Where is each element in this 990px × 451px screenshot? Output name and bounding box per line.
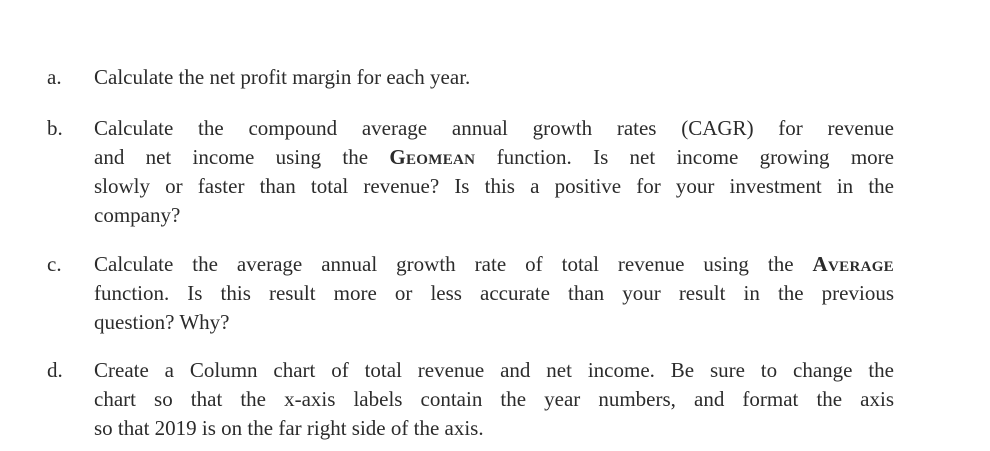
question-a-text [94,63,894,92]
question-d-line-3 [94,414,894,443]
question-d-line-1 [94,356,894,385]
question-b-line-1-text: Calculate the compound average annual growth rates (CAGR) for revenue [94,116,894,140]
question-c-line-2-text: function. Is this result more or less accurate than your result in the previous [94,281,894,305]
question-d-letter: d. [47,358,63,382]
question-b-line-4-text: company? [94,203,181,227]
question-a-line-1 [94,63,894,92]
question-b-line-2-text-start: and net income using the [94,145,390,169]
question-c-line-2 [94,279,894,308]
question-b-line-3 [94,172,894,201]
question-c-line-1-text: Calculate the average annual growth rate of total revenue using the [94,252,813,276]
question-d-line-1-text: Create a Column chart of total revenue and net income. Be sure to change the [94,358,894,382]
question-c-text [94,250,894,337]
question-d-line-2 [94,385,894,414]
question-b-line-3-text: slowly or faster than total revenue? Is this a positive for your investment in the [94,174,894,198]
question-d-line-2-text: chart so that the x-axis labels contain the year numbers, and format the axis [94,387,894,411]
geomean-function-name: Geomean [389,145,476,169]
question-b-line-4 [94,201,894,230]
average-function-name: Average [812,252,894,276]
question-d-text [94,356,894,443]
question-c-line-3 [94,308,894,337]
question-c-line-3-text: question? Why? [94,310,230,334]
question-d-line-3-text: so that 2019 is on the far right side of the axis. [94,416,484,440]
question-b-line-1 [94,114,894,143]
question-b-letter: b. [47,116,63,140]
question-b-line-2-text-end: function. Is net income growing more [475,145,894,169]
question-b-text [94,114,894,230]
question-c-line-1 [94,250,894,279]
question-b-line-2 [94,143,894,172]
question-a-letter: a. [47,65,62,89]
question-c-letter: c. [47,252,62,276]
question-a-line-1-text: Calculate the net profit margin for each year. [94,65,471,89]
